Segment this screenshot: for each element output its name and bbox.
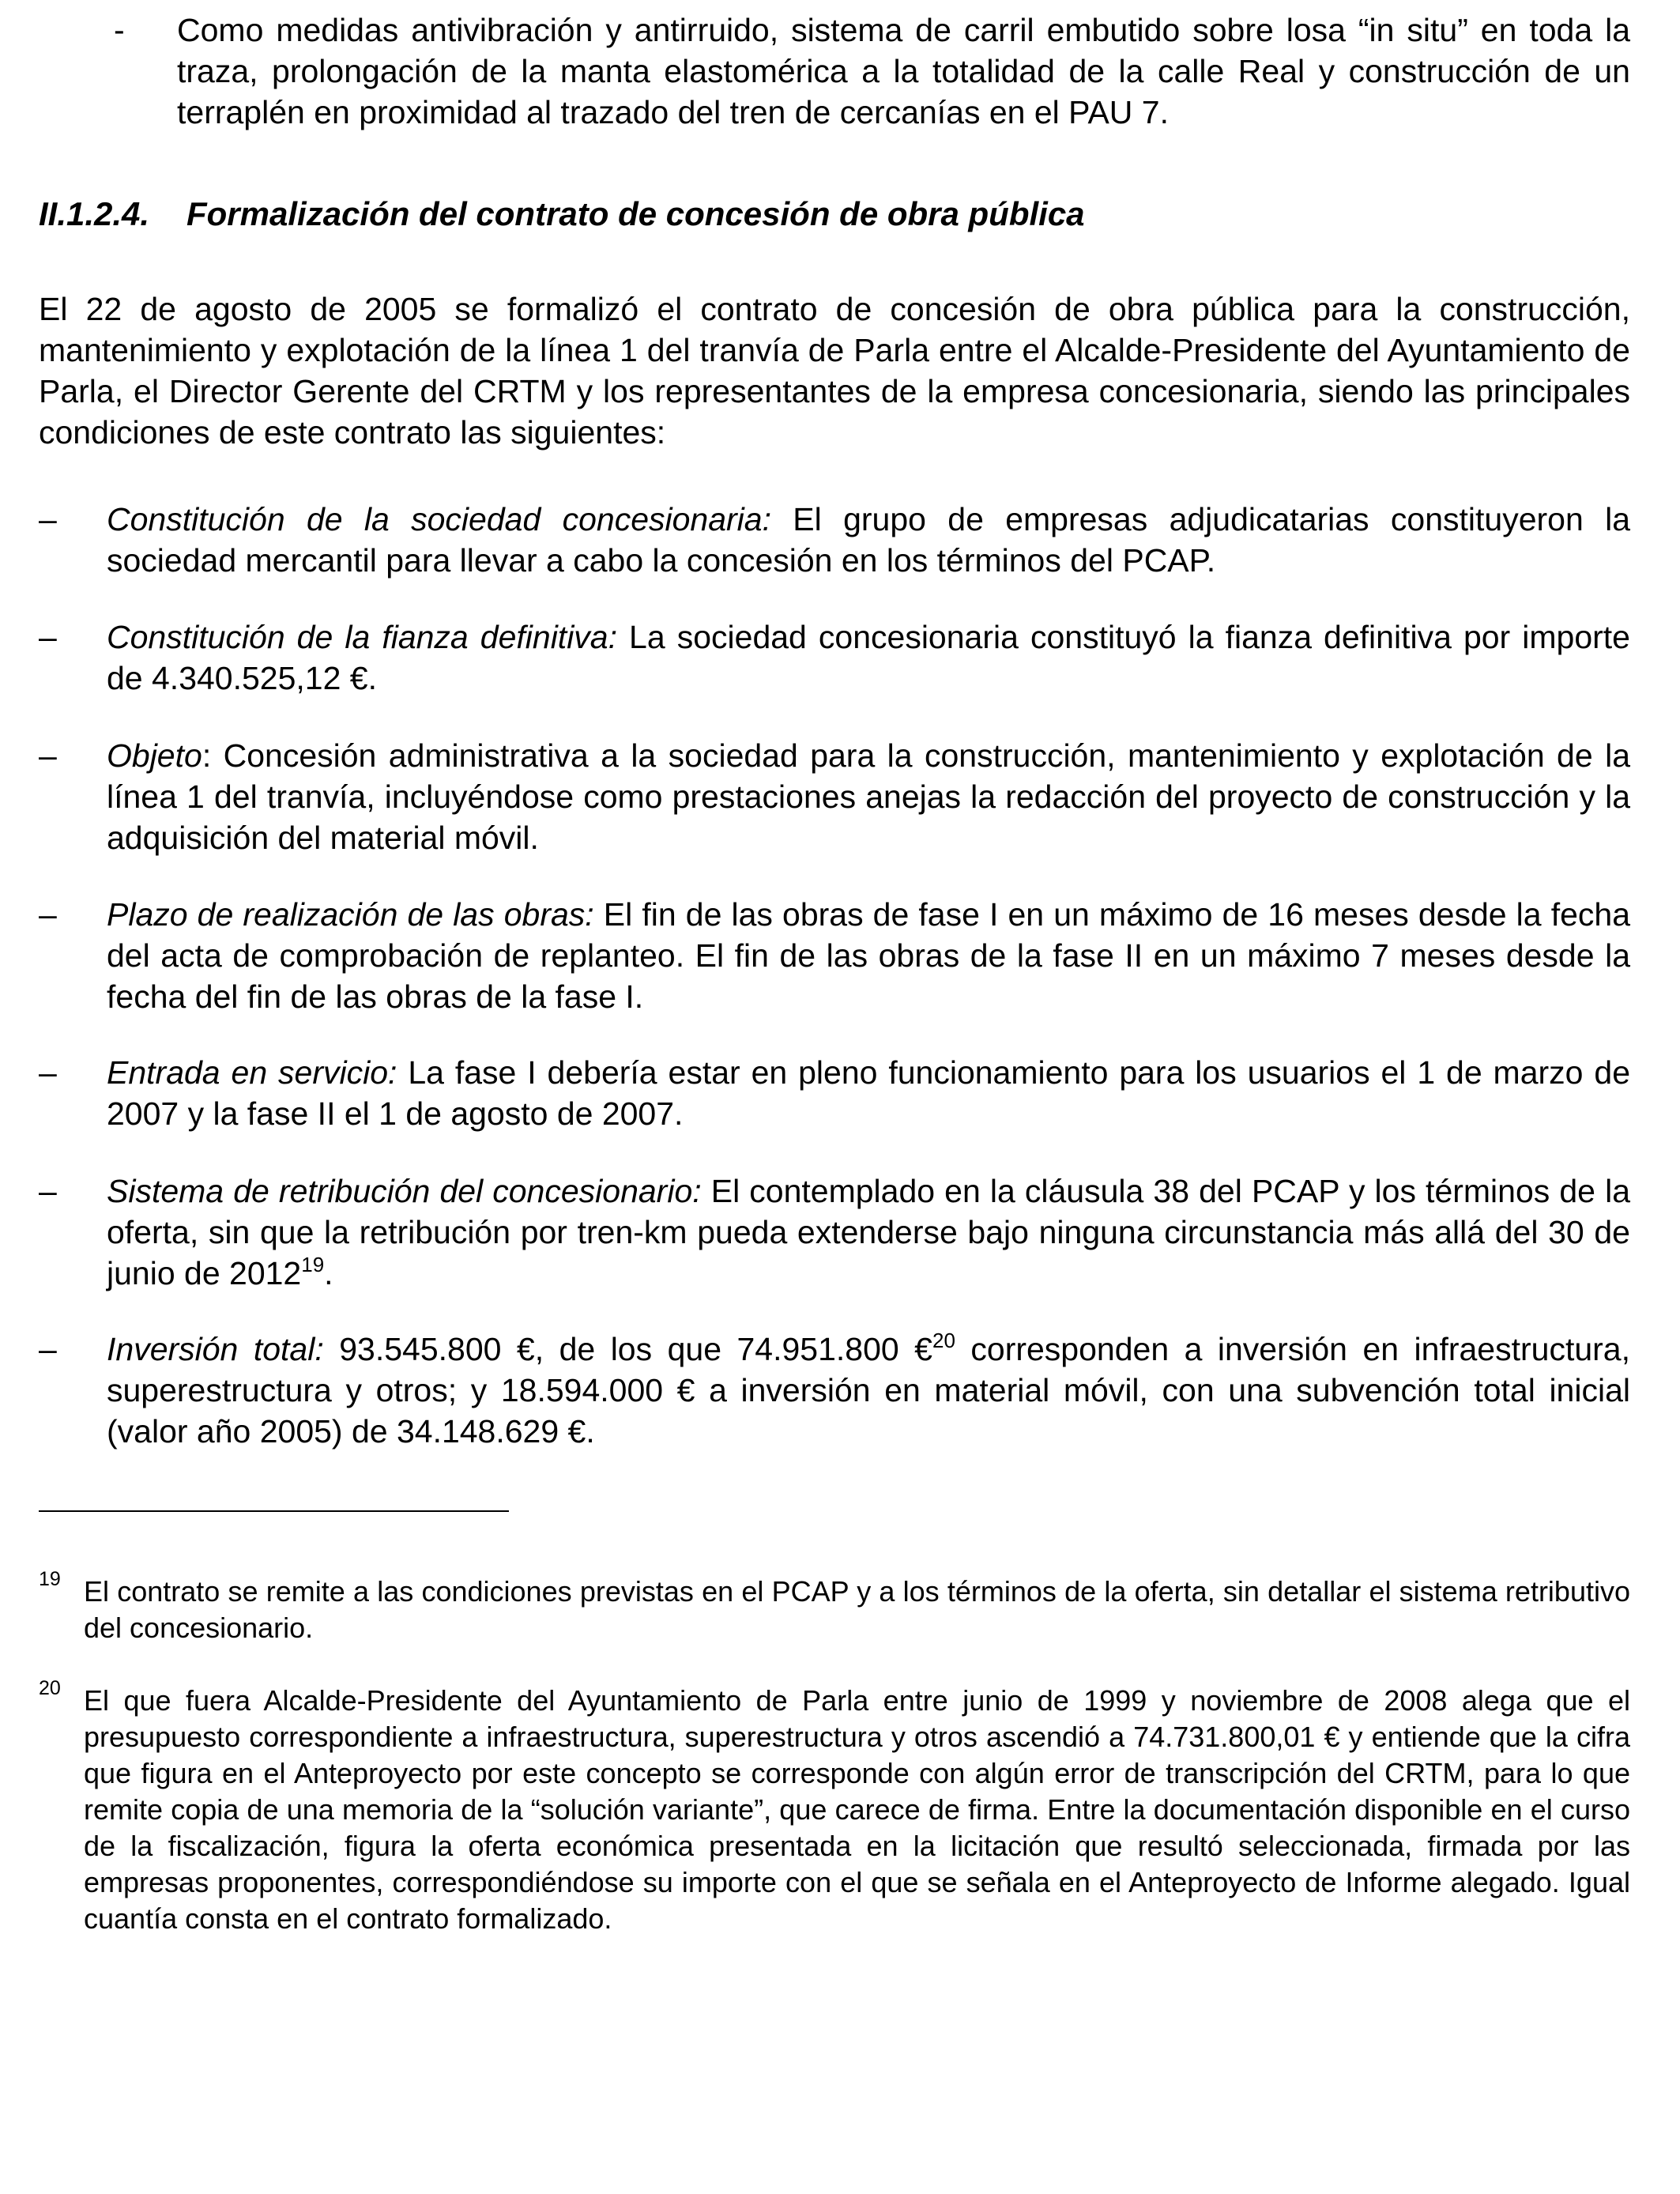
footnote-separator (39, 1510, 509, 1512)
section-number: II.1.2.4. (39, 195, 150, 232)
item-label: Sistema de retribución del concesionario: (107, 1173, 702, 1209)
footnote-ref: 20 (932, 1329, 955, 1352)
list-item-text (107, 1329, 1630, 1452)
item-label: Constitución de la fianza definitiva: (107, 619, 617, 655)
item-label: Constitución de la sociedad concesionaria: (107, 501, 771, 537)
footnote-text: El que fuera Alcalde-Presidente del Ayuntamiento de Parla entre junio de 1999 y noviembre de 2008 alega que el presupuesto correspondiente a infraestructura, superestructura y otros ascendió a 74.731.800,01 € y entiende que la cifra que figura en el Anteproyecto por este concepto se corresponde con algún error de transcripción del CRTM, para lo que remite copia de una memoria de la “solución variante”, que carece de firma. Entre la documentación disponible en el curso de la fiscalización, figura la oferta económica presentada en la licitación que resultó seleccionada, firmada por las empresas proponentes, correspondiéndose su importe con el que se señala en el Anteproyecto de Informe alegado. Igual cuantía consta en el contrato formalizado. (84, 1684, 1630, 1935)
list-dash: – (39, 1173, 57, 1209)
list-dash: - (114, 12, 125, 48)
item-text: El grupo de empresas adjudicatarias constituyeron la sociedad mercantil para llevar a cabo la concesión en los términos del PCAP. (107, 501, 1630, 579)
list-dash: – (39, 619, 57, 655)
item-label: Objeto (107, 737, 202, 774)
list-dash: – (39, 501, 57, 537)
list-dash: – (39, 1331, 57, 1367)
item-label: Plazo de realización de las obras: (107, 896, 594, 933)
footnote-number: 19 (39, 1568, 61, 1590)
item-label: Inversión total: (107, 1331, 324, 1367)
list-dash: – (39, 737, 57, 774)
list-item-text (107, 894, 1630, 1017)
item-text-cont: corresponden a inversión en infraestructura, superestructura y otros; y 18.594.000 € a inversión en material móvil, con una subvención total inicial (valor año 2005) de 34.148.629 €. (107, 1331, 1631, 1449)
list-dash: – (39, 1054, 57, 1091)
item-text: El fin de las obras de fase I en un máximo de 16 meses desde la fecha del acta de comprobación de replanteo. El fin de las obras de la fase II en un máximo 7 meses desde la fecha del fin de las obras de la fase I. (107, 896, 1631, 1015)
list-item-text (107, 1052, 1630, 1134)
item-label: Entrada en servicio: (107, 1054, 397, 1091)
list-item-text (107, 1171, 1630, 1294)
footnote-number: 20 (39, 1677, 61, 1699)
section-title: Formalización del contrato de concesión de obra pública (186, 195, 1085, 232)
item-text-tail: . (324, 1255, 333, 1291)
item-text: La sociedad concesionaria constituyó la fianza definitiva por importe de 4.340.525,12 €. (107, 619, 1630, 696)
item-text: : Concesión administrativa a la sociedad para la construcción, mantenimiento y explotación de la línea 1 del tranvía, incluyéndose como prestaciones anejas la redacción del proyecto de construcción y la adquisición del material móvil. (107, 737, 1630, 856)
list-item-text (107, 616, 1630, 699)
item-text: La fase I debería estar en pleno funcionamiento para los usuarios el 1 de marzo de 2007 y la fase II el 1 de agosto de 2007. (107, 1054, 1630, 1132)
footnote-text: El contrato se remite a las condiciones previstas en el PCAP y a los términos de la oferta, sin detallar el sistema retributivo del concesionario. (84, 1575, 1630, 1644)
list-item (39, 9, 1630, 136)
intro-paragraph: El 22 de agosto de 2005 se formalizó el contrato de concesión de obra pública para la construcción, mantenimiento y explotación de la línea 1 del tranvía de Parla entre el Alcalde-Presidente del Ayuntamiento de Parla, el Director Gerente del CRTM y los representantes de la empresa concesionaria, siendo las principales condiciones de este contrato las siguientes: (39, 291, 1630, 450)
list-item-text: Como medidas antivibración y antirruido, sistema de carril embutido sobre losa “in situ” en toda la traza, prolongación de la manta elastomérica a la totalidad de la calle Real y construcción de un terraplén en proximidad al trazado del tren de cercanías en el PAU 7. (177, 12, 1630, 130)
list-dash: – (39, 896, 57, 933)
section-heading (39, 194, 1630, 235)
item-text: El contemplado en la cláusula 38 del PCAP y los términos de la oferta, sin que la retribución por tren-km pueda extenderse bajo ninguna circunstancia más allá del 30 de junio de 2012 (107, 1173, 1630, 1291)
list-item-text (107, 735, 1630, 858)
item-text: 93.545.800 €, de los que 74.951.800 € (323, 1331, 932, 1367)
list-item-text (107, 499, 1630, 581)
footnote-ref: 19 (301, 1253, 325, 1276)
